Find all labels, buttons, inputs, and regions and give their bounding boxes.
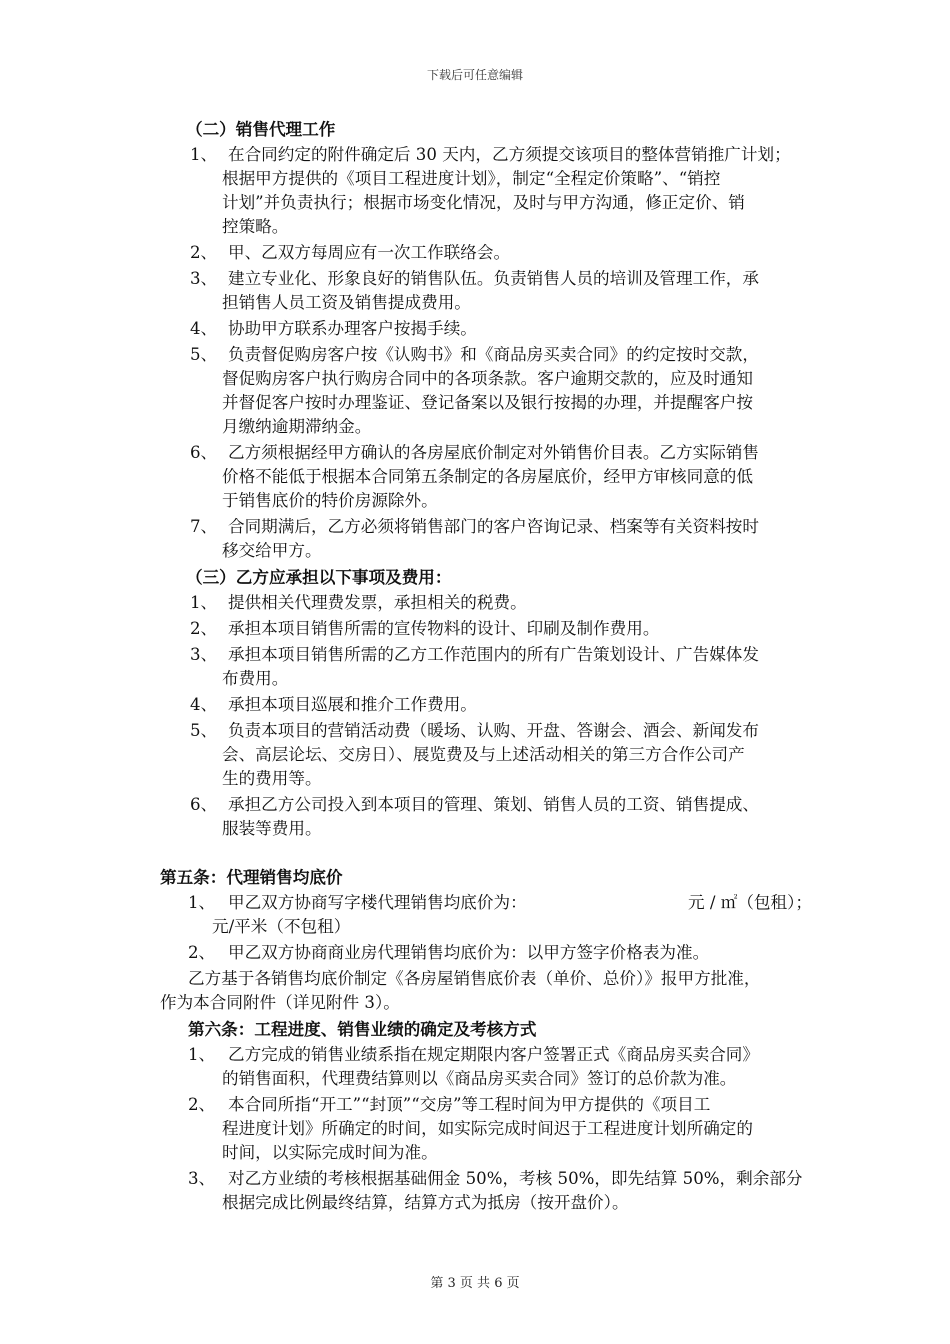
s3-item-5-line: 生的费用等。: [222, 769, 322, 788]
art6-item-2-line: 程进度计划》所确定的时间，如实际完成时间迟于工程进度计划所确定的: [222, 1119, 753, 1138]
s2-item-5-num: 5、: [190, 345, 218, 364]
s3-item-4-num: 4、: [190, 695, 218, 714]
s3-item-2-num: 2、: [190, 619, 218, 638]
article-5-title: 第五条：代理销售均底价: [160, 867, 343, 887]
art6-item-1-line: 的销售面积，代理费结算则以《商品房买卖合同》签订的总价款为准。: [222, 1069, 737, 1088]
art6-item-2-line: 时间，以实际完成时间为准。: [222, 1143, 438, 1162]
page-header: 下载后可任意编辑: [426, 68, 523, 82]
s2-item-7-line: 移交给甲方。: [222, 541, 322, 560]
s2-item-7-line: 合同期满后，乙方必须将销售部门的客户咨询记录、档案等有关资料按时: [228, 517, 759, 536]
s2-item-4-num: 4、: [190, 319, 218, 338]
s3-item-1-num: 1、: [190, 593, 218, 612]
s2-item-2-num: 2、: [190, 243, 218, 262]
s3-item-5-line: 会、高层论坛、交房日）、展览费及与上述活动相关的第三方合作公司产: [222, 745, 745, 764]
s2-item-5-line: 月缴纳逾期滞纳金。: [222, 417, 372, 436]
art5-item-1-num: 1、: [188, 893, 216, 912]
s3-item-5-num: 5、: [190, 721, 218, 740]
art6-item-2-num: 2、: [188, 1095, 216, 1114]
s2-item-1-line: 控策略。: [222, 217, 289, 236]
s2-item-3-num: 3、: [190, 269, 218, 288]
art5-paragraph-line: 作为本合同附件（详见附件 3）。: [160, 993, 400, 1012]
s2-item-3-line: 担销售人员工资及销售提成费用。: [222, 293, 471, 312]
art6-item-3-num: 3、: [188, 1169, 216, 1188]
s2-item-4-line: 协助甲方联系办理客户按揭手续。: [228, 319, 477, 338]
s3-item-3-num: 3、: [190, 645, 218, 664]
art6-item-1-line: 乙方完成的销售业绩系指在规定期限内客户签署正式《商品房买卖合同》: [228, 1045, 759, 1064]
s2-item-3-line: 建立专业化、形象良好的销售队伍。负责销售人员的培训及管理工作，承: [228, 269, 759, 288]
s2-item-6-num: 6、: [190, 443, 218, 462]
section-title-2: （二）销售代理工作: [186, 119, 336, 139]
s3-item-4-line: 承担本项目巡展和推介工作费用。: [228, 695, 477, 714]
s3-item-3-line: 承担本项目销售所需的乙方工作范围内的所有广告策划设计、广告媒体发: [228, 645, 759, 664]
art6-item-3-line: 根据完成比例最终结算，结算方式为抵房（按开盘价）。: [222, 1193, 629, 1212]
art6-item-1-num: 1、: [188, 1045, 216, 1064]
s2-item-6-line: 乙方须根据经甲方确认的各房屋底价制定对外销售价目表。乙方实际销售: [228, 443, 759, 462]
article-6-title: 第六条：工程进度、销售业绩的确定及考核方式: [188, 1019, 537, 1039]
art5-item-1-unit: 元 / ㎡（包租）；: [688, 893, 812, 912]
s2-item-1-line: 计划”并负责执行；根据市场变化情况，及时与甲方沟通，修正定价、销: [222, 193, 745, 212]
s2-item-1-num: 1、: [190, 145, 218, 164]
art6-item-3-line: 对乙方业绩的考核根据基础佣金 50%，考核 50%，即先结算 50%，剩余部分: [228, 1169, 803, 1188]
s2-item-7-num: 7、: [190, 517, 218, 536]
art5-item-2-num: 2、: [188, 943, 216, 962]
s3-item-3-line: 布费用。: [222, 669, 289, 688]
s3-item-6-line: 服装等费用。: [222, 819, 322, 838]
s2-item-5-line: 督促购房客户执行购房合同中的各项条款。客户逾期交款的，应及时通知: [222, 369, 753, 388]
s3-item-2-line: 承担本项目销售所需的宣传物料的设计、印刷及制作费用。: [228, 619, 660, 638]
section-title-3: （三）乙方应承担以下事项及费用：: [186, 567, 452, 587]
s2-item-1-line: 根据甲方提供的《项目工程进度计划》，制定“全程定价策略”、“销控: [222, 169, 721, 188]
art5-item-2-text: 甲乙双方协商商业房代理销售均底价为：以甲方签字价格表为准。: [228, 943, 710, 962]
s2-item-2-line: 甲、乙双方每周应有一次工作联络会。: [228, 243, 511, 262]
art5-paragraph-line: 乙方基于各销售均底价制定《各房屋销售底价表（单价、总价）》报甲方批准，: [188, 969, 761, 988]
s3-item-5-line: 负责本项目的营销活动费（暖场、认购、开盘、答谢会、酒会、新闻发布: [228, 721, 759, 740]
art5-item-1-unit2: 元/平米（不包租）: [212, 917, 351, 936]
s2-item-5-line: 并督促客户按时办理鉴证、登记备案以及银行按揭的办理，并提醒客户按: [222, 393, 753, 412]
s2-item-6-line: 价格不能低于根据本合同第五条制定的各房屋底价，经甲方审核同意的低: [222, 467, 753, 486]
s3-item-6-line: 承担乙方公司投入到本项目的管理、策划、销售人员的工资、销售提成、: [228, 795, 759, 814]
s2-item-1-line: 在合同约定的附件确定后 30 天内，乙方须提交该项目的整体营销推广计划；: [228, 145, 791, 164]
s3-item-1-line: 提供相关代理费发票，承担相关的税费。: [228, 593, 527, 612]
page-footer: 第 3 页 共 6 页: [430, 1276, 520, 1291]
art5-item-1-text: 甲乙双方协商写字楼代理销售均底价为：: [228, 893, 527, 912]
art6-item-2-line: 本合同所指“开工”“封顶”“交房”等工程时间为甲方提供的《项目工: [228, 1095, 711, 1114]
s2-item-6-line: 于销售底价的特价房源除外。: [222, 491, 438, 510]
s3-item-6-num: 6、: [190, 795, 218, 814]
s2-item-5-line: 负责督促购房客户按《认购书》和《商品房买卖合同》的约定按时交款，: [228, 345, 759, 364]
